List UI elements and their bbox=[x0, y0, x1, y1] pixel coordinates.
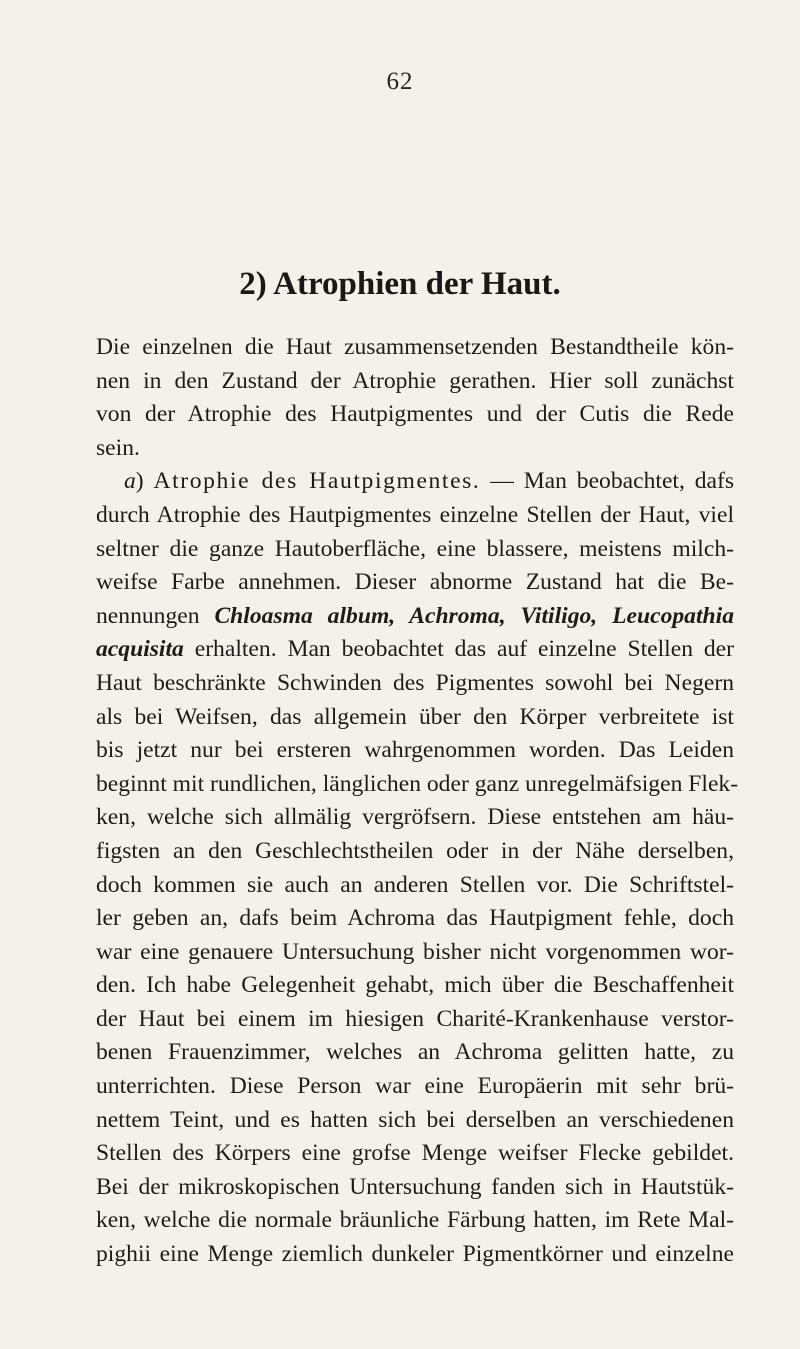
section-heading: 2) Atrophien der Haut. bbox=[239, 266, 561, 302]
body-text bbox=[96, 331, 739, 1272]
subsection-letter: a bbox=[124, 468, 136, 495]
page-number: 62 bbox=[386, 68, 414, 95]
text-line: bis jetzt nur bei ersteren wahrgenommen worden. Das Leiden bbox=[96, 737, 734, 764]
text-line: Bei der mikroskopischen Untersuchung fanden sich in Hautstük- bbox=[96, 1173, 734, 1200]
text-line: durch Atrophie des Hautpigmentes einzelne Stellen der Haut, viel bbox=[96, 501, 734, 528]
text-line-terms bbox=[96, 633, 734, 667]
latin-terms: Chloasma album, Achroma, Vitiligo, Leucopathia bbox=[214, 602, 734, 629]
text-line-subsection-a: a) Atrophie des Hautpigmentes. — Man beobachtet, dafs bbox=[124, 468, 735, 495]
text-line: ler geben an, dafs beim Achroma das Hautpigment fehle, doch bbox=[96, 905, 734, 932]
latin-term: acquisita bbox=[96, 636, 184, 663]
text-line-terms bbox=[96, 600, 734, 634]
text-line: ken, welche die normale bräunliche Färbung hatten, im Rete Mal- bbox=[96, 1207, 734, 1234]
text-line: Haut beschränkte Schwinden des Pigmentes sowohl bei Negern bbox=[96, 669, 734, 696]
text-line: seltner die ganze Hautoberfläche, eine blassere, meistens milch- bbox=[96, 535, 734, 562]
text-line: doch kommen sie auch an anderen Stellen vor. Die Schriftstel- bbox=[96, 871, 734, 898]
text-line: war eine genauere Untersuchung bisher nicht vorgenommen wor- bbox=[96, 938, 734, 965]
text-line: beginnt mit rundlichen, länglichen oder ganz unregelmäfsigen Flek- bbox=[96, 770, 739, 797]
text-line: pighii eine Menge ziemlich dunkeler Pigmentkörner und einzelne bbox=[96, 1241, 734, 1268]
text-line: ken, welche sich allmälig vergröfsern. Diese entstehen am häu- bbox=[96, 804, 734, 831]
text-line: als bei Weifsen, das allgemein über den Körper verbreitete ist bbox=[96, 703, 734, 730]
text-line: Die einzelnen die Haut zusammensetzenden Bestandtheile kön- bbox=[96, 334, 734, 360]
text-line: nettem Teint, und es hatten sich bei derselben an verschiedenen bbox=[96, 1106, 734, 1133]
text-line: von der Atrophie des Hautpigmentes und der Cutis die Rede bbox=[96, 401, 734, 428]
text-line: Stellen des Körpers eine grofse Menge weifser Flecke gebildet. bbox=[96, 1140, 734, 1167]
text-line: sein. bbox=[96, 434, 140, 461]
text-rest: erhalten. Man beobachtet das auf einzelne Stellen der bbox=[183, 636, 734, 663]
text-line: benen Frauenzimmer, welches an Achroma gelitten hatte, zu bbox=[96, 1039, 734, 1066]
text-line: figsten an den Geschlechtstheilen oder in der Nähe derselben, bbox=[96, 837, 734, 864]
text-line: nen in den Zustand der Atrophie gerathen. Hier soll zunächst bbox=[96, 367, 734, 394]
text-line: den. Ich habe Gelegenheit gehabt, mich über die Beschaffenheit bbox=[96, 972, 734, 999]
subsection-text: — Man beobachtet, dafs bbox=[480, 468, 735, 495]
text-line: der Haut bei einem im hiesigen Charité-Krankenhause verstor- bbox=[96, 1005, 734, 1032]
text-line: unterrichten. Diese Person war eine Europäerin mit sehr brü- bbox=[96, 1073, 734, 1100]
subsection-title: Atrophie des Hautpigmentes. bbox=[153, 468, 481, 495]
text-line: weifse Farbe annehmen. Dieser abnorme Zustand hat die Be- bbox=[96, 569, 734, 596]
text-prefix: nennungen bbox=[96, 602, 215, 629]
